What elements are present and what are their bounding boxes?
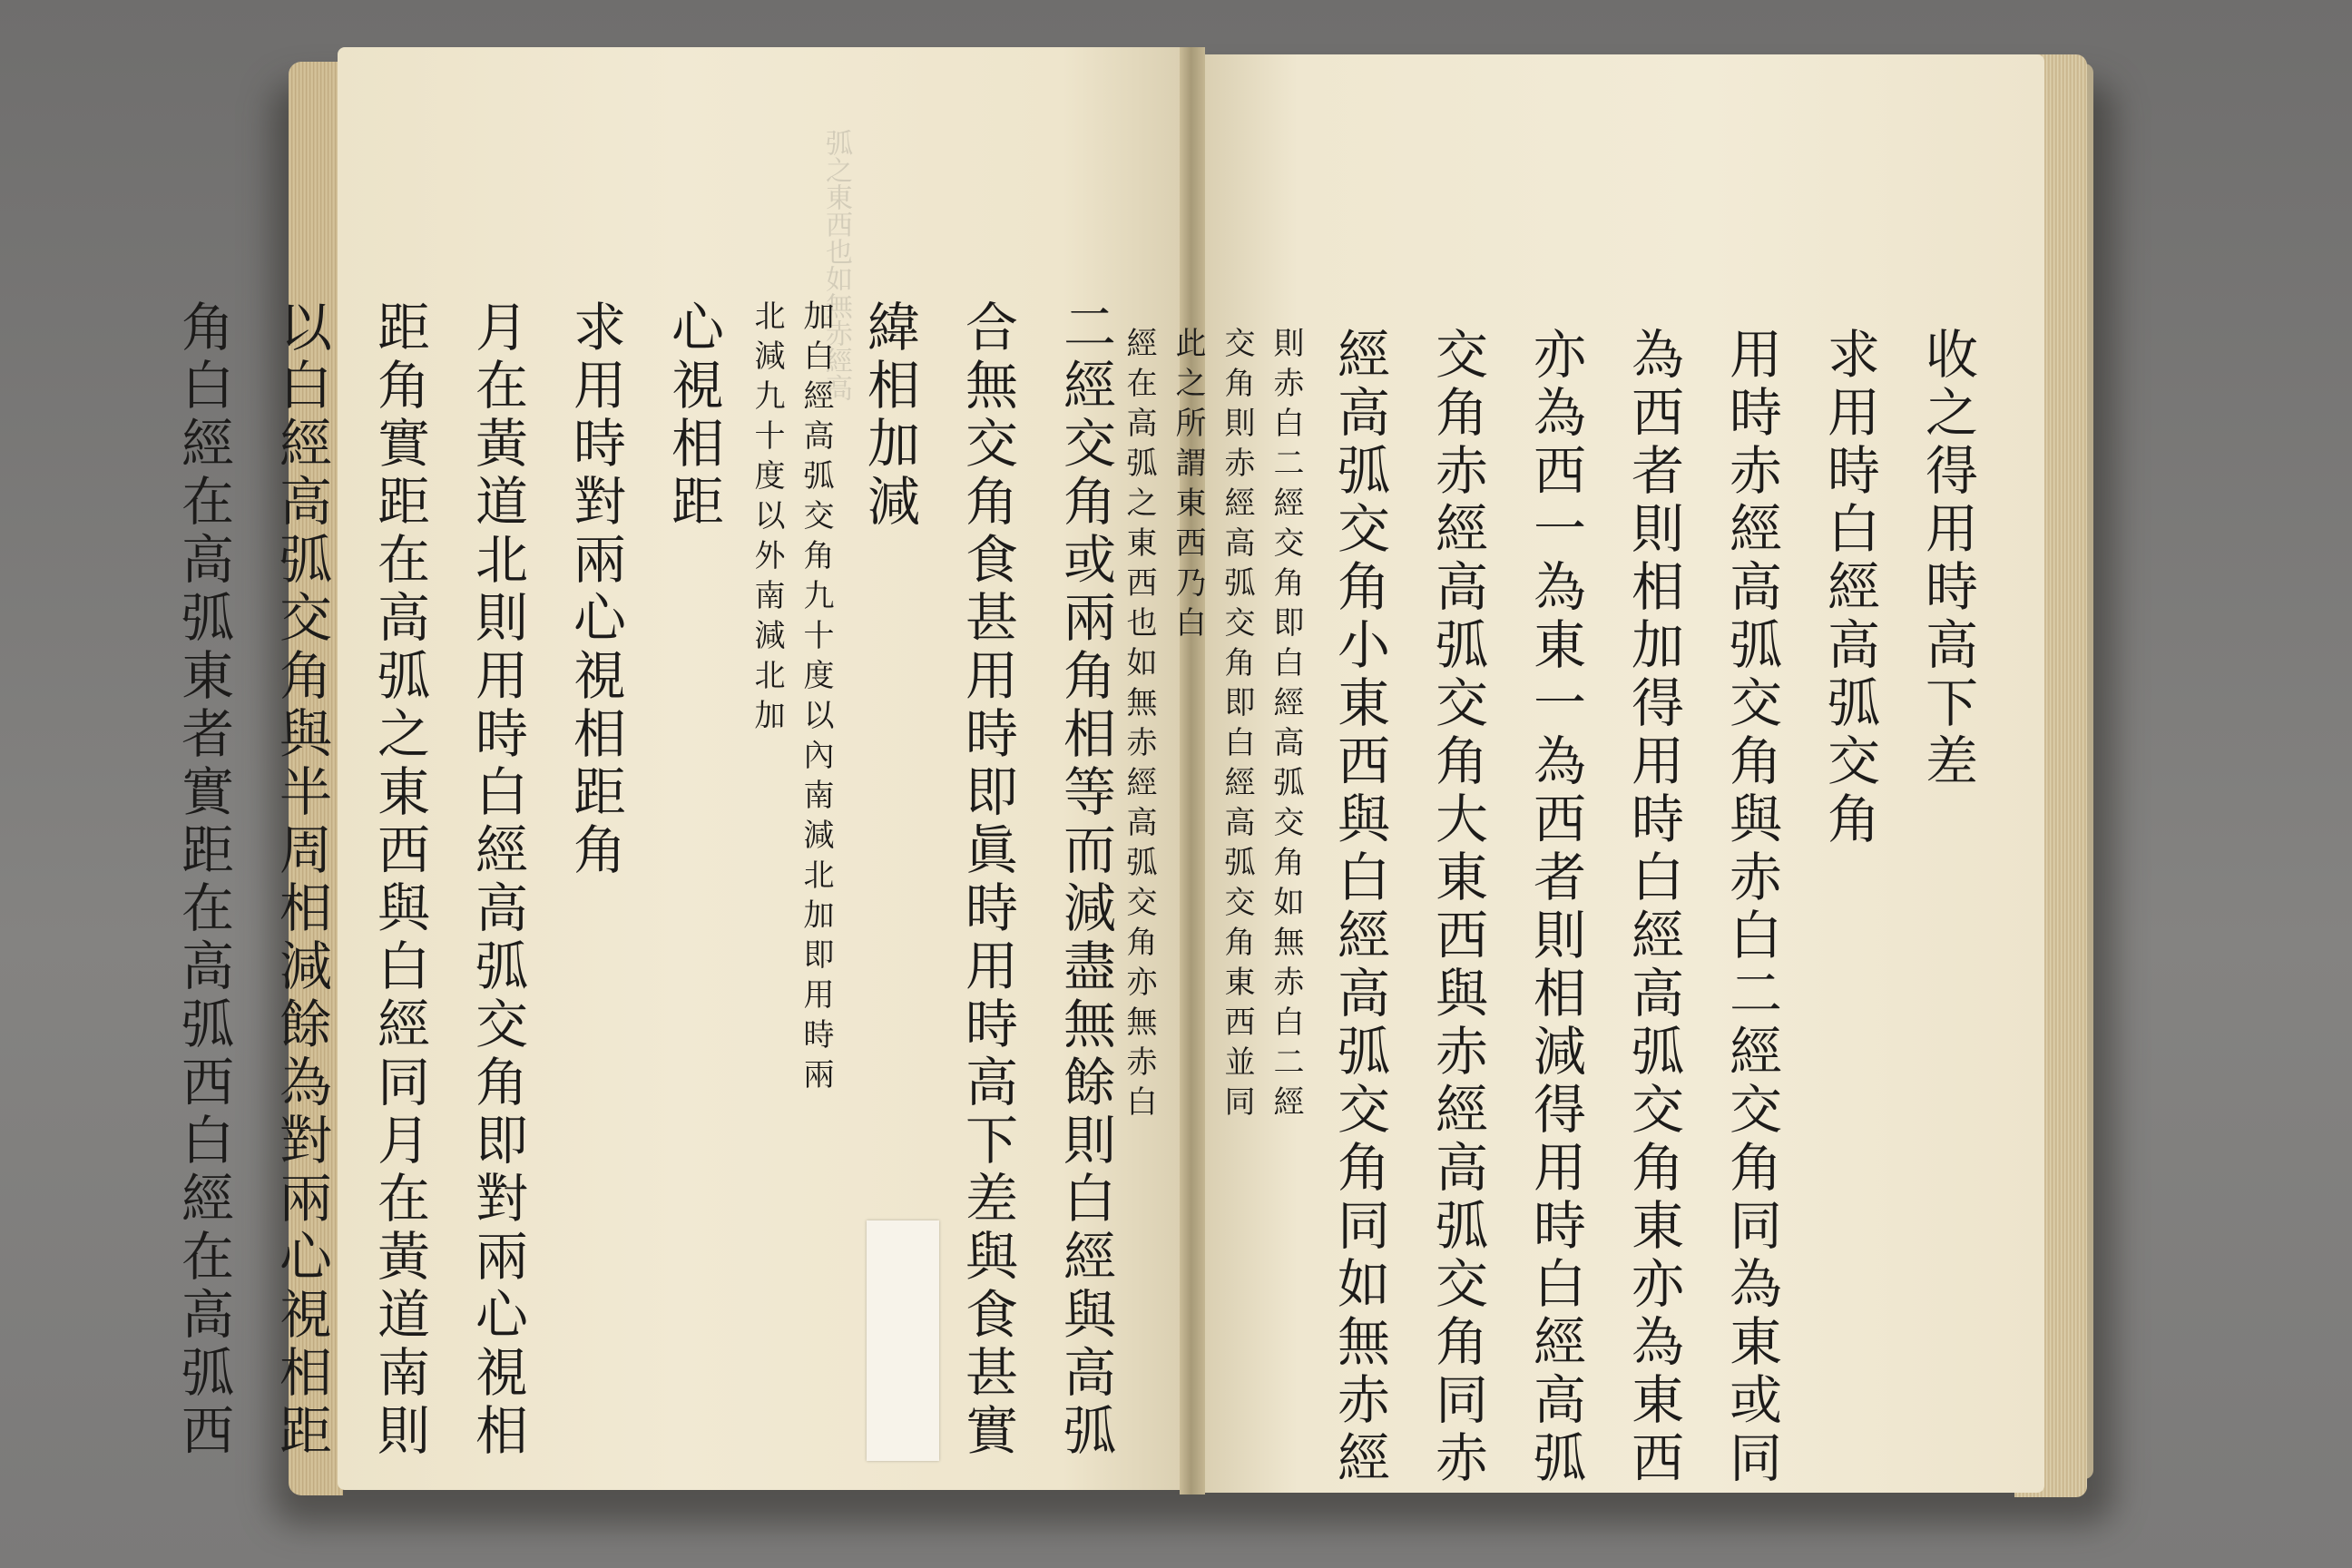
- text-column: 緯相加減: [858, 299, 920, 532]
- annotation-column: 北減九十度以外南減北加: [749, 299, 785, 739]
- annotation-column: 加白經高弧交角九十度以內南減北加即用時兩: [798, 299, 834, 1098]
- right-page-text: [1121, 327, 1996, 1488]
- text-column: 距角實距在高弧之東西與白經同月在黃道南則: [368, 299, 430, 1461]
- heading-column: 求用時對兩心視相距角: [564, 299, 626, 880]
- text-column: 心視相距: [662, 299, 724, 532]
- bleed-through-text: 弧之東西也如無赤經高: [820, 129, 852, 401]
- text-column: 二經交角或兩角相等而減盡無餘則白經與高弧: [1054, 299, 1116, 1461]
- text-column: 交角赤經高弧交角大東西與赤經高弧交角同赤: [1426, 327, 1488, 1488]
- text-column: 經高弧交角小東西與白經高弧交角同如無赤經: [1328, 327, 1390, 1488]
- annotation-column: 經在高弧之東西也如無赤經高弧交角亦無赤白: [1121, 327, 1157, 1125]
- text-column: 用時赤經高弧交角與赤白二經交角同為東或同: [1720, 327, 1782, 1488]
- annotation-column: 則赤白二經交角即白經高弧交角如無赤白二經: [1268, 327, 1304, 1125]
- text-column: 收之得用時高下差: [1916, 327, 1978, 791]
- left-page-text: [172, 299, 1134, 1461]
- annotation-column: 此之所謂東西乃白: [1170, 327, 1206, 646]
- text-column: 亦為西一為東一為西者則相減得用時白經高弧: [1524, 327, 1586, 1488]
- text-column: 以白經高弧交角與半周相減餘為對兩心視相距: [270, 299, 332, 1461]
- text-column: 合無交角食甚用時即眞時用時高下差與食甚實: [956, 299, 1018, 1461]
- text-column: 月在黃道北則用時白經高弧交角即對兩心視相: [466, 299, 528, 1461]
- heading-column: 求用時白經高弧交角: [1818, 327, 1880, 849]
- text-column: 角白經在高弧東者實距在高弧西白經在高弧西: [172, 299, 234, 1461]
- annotation-column: 交角則赤經高弧交角即白經高弧交角東西並同: [1219, 327, 1255, 1125]
- text-column: 為西者則相加得用時白經高弧交角東亦為東西: [1622, 327, 1684, 1488]
